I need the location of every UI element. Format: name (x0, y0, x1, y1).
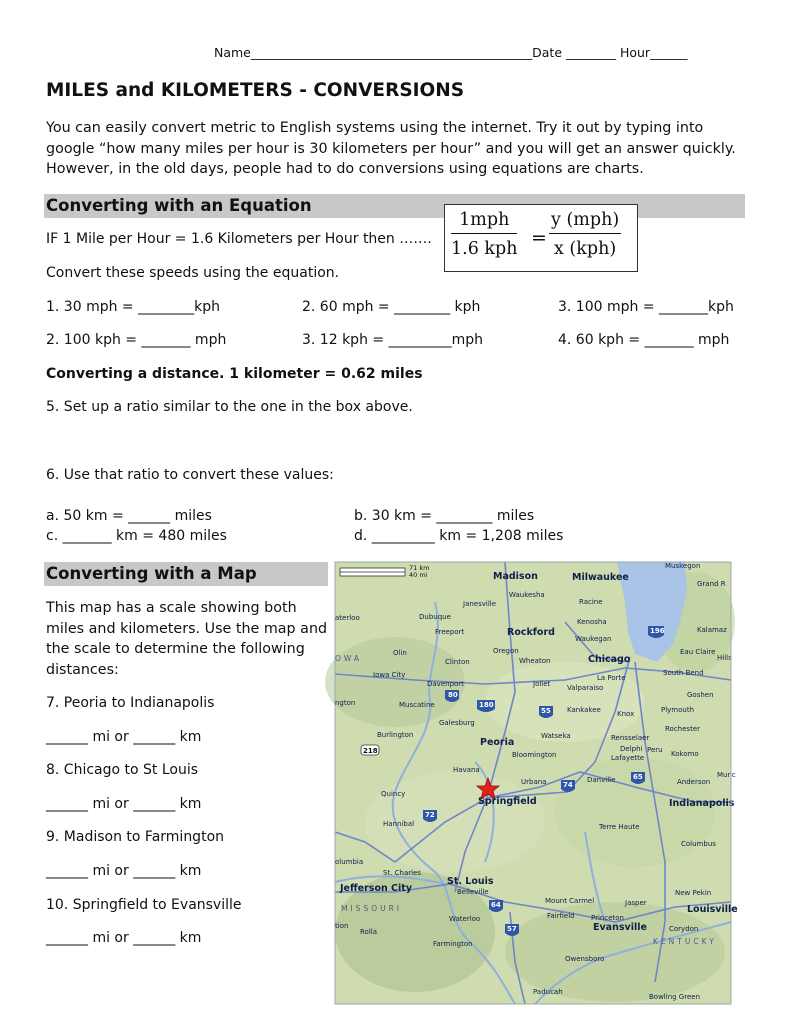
city-waukesha: Waukesha (509, 591, 545, 599)
svg-text:55: 55 (541, 707, 551, 715)
city-springfield: Springfield (478, 796, 537, 807)
shield-74 (561, 780, 575, 792)
city-la-porte: La Porte (597, 674, 626, 682)
city-chicago: Chicago (588, 654, 631, 665)
question-6: 6. Use that ratio to convert these values: (46, 467, 334, 483)
shield-65 (631, 772, 645, 784)
city-peoria: Peoria (480, 737, 515, 748)
answer-8[interactable]: ______ mi or ______ km (46, 796, 202, 812)
city-bloomington: Bloomington (512, 751, 557, 759)
svg-text:64: 64 (491, 901, 501, 909)
city-grand-rapids: Grand R (697, 580, 726, 588)
scale-km: 71 km (409, 564, 430, 572)
city-milwaukee: Milwaukee (572, 572, 629, 583)
city-waterloo-iowa: aterloo (335, 614, 360, 622)
city-watseka: Watseka (541, 732, 571, 740)
shield-80 (445, 690, 459, 702)
name-date-hour-line[interactable]: Name_____________________________________________Date ________ Hour______ (214, 45, 688, 60)
city-partial-west: tion (335, 922, 349, 930)
city-freeport: Freeport (435, 628, 465, 636)
city-belleville: Belleville (457, 888, 489, 896)
shield-55 (539, 706, 553, 718)
city-muscatine: Muscatine (399, 701, 435, 709)
city-st-charles: St. Charles (383, 869, 422, 877)
city-racine: Racine (579, 598, 603, 606)
shield-72 (423, 810, 437, 822)
intro-paragraph: You can easily convert metric to English systems using the internet. Try it out by typing into google “how many miles per hour is 30 kilometers per hour” and you will get an answer quickly. However, in the old days, people had to do conversions using equations are charts. (46, 120, 736, 177)
city-waterloo: Waterloo (449, 915, 481, 923)
speed-question-row1-col2[interactable]: 2. 60 mph = ________ kph (302, 299, 481, 315)
state-missouri: MISSOURI (341, 904, 403, 913)
question-6b[interactable]: b. 30 km = ________ miles (354, 508, 535, 524)
question-6d[interactable]: d. _________ km = 1,208 miles (354, 528, 564, 544)
city-kenosha: Kenosha (577, 618, 607, 626)
shield-64 (489, 900, 503, 912)
city-corydon: Corydon (669, 925, 699, 933)
equation-left-denominator: 1.6 kph (451, 239, 518, 259)
city-knox: Knox (617, 710, 635, 718)
state-kentucky: KENTUCKY (653, 937, 717, 946)
svg-text:74: 74 (563, 781, 573, 789)
equation-equals: = (531, 227, 547, 249)
city-louisville: Louisville (687, 904, 738, 915)
city-rochester: Rochester (665, 725, 700, 733)
city-muncie: Munc (717, 771, 736, 779)
city-owensboro: Owensboro (565, 955, 605, 963)
svg-text:196: 196 (650, 627, 665, 635)
city-waukegan: Waukegan (575, 635, 612, 643)
city-kankakee: Kankakee (567, 706, 601, 714)
city-columbus: Columbus (681, 840, 716, 848)
distance-heading: Converting a distance. 1 kilometer = 0.62 miles (46, 366, 423, 382)
city-wheaton: Wheaton (519, 657, 551, 665)
city-rockford: Rockford (507, 627, 555, 638)
city-bowling-green: Bowling Green (649, 993, 701, 1001)
city-jasper: Jasper (625, 899, 647, 907)
city-lexington-partial: ngton (335, 699, 356, 707)
city-plymouth: Plymouth (661, 706, 695, 714)
page-title: MILES and KILOMETERS - CONVERSIONS (46, 80, 465, 101)
city-olin: Olin (393, 649, 407, 657)
city-columbia: olumbia (335, 858, 364, 866)
question-6a[interactable]: a. 50 km = ______ miles (46, 508, 212, 524)
question-5: 5. Set up a ratio similar to the one in the box above. (46, 399, 413, 415)
question-7: 7. Peoria to Indianapolis (46, 695, 215, 711)
svg-text:72: 72 (425, 811, 435, 819)
city-paducah: Paducah (533, 988, 563, 996)
city-rensselaer: Rensselaer (611, 734, 650, 742)
city-muskegon: Muskegon (665, 562, 701, 570)
city-goshen: Goshen (687, 691, 714, 699)
svg-text:57: 57 (507, 925, 517, 933)
city-clinton: Clinton (445, 658, 470, 666)
city-jefferson-city: Jefferson City (340, 883, 413, 894)
equation-box (444, 204, 638, 272)
question-10: 10. Springfield to Evansville (46, 897, 242, 913)
city-anderson: Anderson (677, 778, 711, 786)
city-havana: Havana (453, 766, 480, 774)
city-south-bend: South Bend (663, 669, 704, 677)
city-rolla: Rolla (360, 928, 378, 936)
map-description: This map has a scale showing both miles and kilometers. Use the map and the scale to determine the following distances: (46, 600, 328, 679)
question-9: 9. Madison to Farmington (46, 829, 225, 845)
city-new-pekin: New Pekin (675, 889, 712, 897)
section-heading-map (44, 562, 328, 586)
city-mount-carmel: Mount Carmel (545, 897, 595, 905)
city-delphi: Delphi (620, 745, 643, 753)
speed-question-row1-col3[interactable]: 3. 100 mph = _______kph (558, 299, 734, 315)
equation-left-numerator: 1mph (451, 210, 517, 234)
midwest-map (335, 562, 738, 1004)
city-hannibal: Hannibal (383, 820, 415, 828)
equation-left-fraction (451, 210, 517, 259)
equation-right-fraction (549, 210, 621, 259)
city-lafayette: Lafayette (611, 754, 645, 762)
question-6c[interactable]: c. _______ km = 480 miles (46, 528, 227, 544)
city-davenport: Davenport (427, 680, 464, 688)
city-kalamazoo: Kalamaz (697, 626, 727, 634)
city-st-louis: St. Louis (447, 876, 494, 887)
speed-question-row2-col2[interactable]: 3. 12 kph = _________mph (302, 332, 483, 348)
equation-right-denominator: x (kph) (554, 239, 617, 259)
shield-180 (477, 700, 495, 712)
scale-mi: 40 mi (409, 571, 428, 579)
city-dubuque: Dubuque (419, 613, 451, 621)
state-iowa: OWA (335, 654, 363, 663)
speed-question-row2-col3[interactable]: 4. 60 kph = _______ mph (558, 332, 730, 348)
city-eau-claire: Eau Claire (680, 648, 716, 656)
city-valparaiso: Valparaiso (567, 684, 604, 692)
city-oregon: Oregon (493, 647, 519, 655)
answer-7[interactable]: ______ mi or ______ km (46, 729, 202, 745)
city-princeton: Princeton (591, 914, 624, 922)
svg-text:180: 180 (479, 701, 494, 709)
shield-57 (505, 924, 519, 936)
city-kokomo: Kokomo (671, 750, 699, 758)
city-evansville: Evansville (593, 922, 647, 933)
city-hillsdale: Hills (717, 654, 732, 662)
speed-question-row2-col1[interactable]: 2. 100 kph = _______ mph (46, 332, 227, 348)
equation-right-numerator: y (mph) (549, 210, 621, 234)
city-farmington: Farmington (433, 940, 473, 948)
svg-text:80: 80 (448, 691, 458, 699)
city-fairfield: Fairfield (547, 912, 575, 920)
city-peru: Peru (647, 746, 663, 754)
speed-question-row1-col1[interactable]: 1. 30 mph = ________kph (46, 299, 220, 315)
city-terre-haute: Terre Haute (599, 823, 640, 831)
answer-10[interactable]: ______ mi or ______ km (46, 930, 202, 946)
city-danville: Danville (587, 776, 616, 784)
section-heading-equation-label: Converting with an Equation (46, 196, 312, 215)
question-8: 8. Chicago to St Louis (46, 762, 199, 778)
city-burlington: Burlington (377, 731, 414, 739)
city-janesville: Janesville (463, 600, 497, 608)
answer-9[interactable]: ______ mi or ______ km (46, 863, 202, 879)
svg-text:65: 65 (633, 773, 643, 781)
section-heading-map-label: Converting with a Map (46, 564, 257, 583)
shield-218 (361, 745, 379, 755)
svg-text:218: 218 (363, 747, 378, 755)
city-urbana: Urbana (521, 778, 547, 786)
city-iowa-city: Iowa City (373, 671, 406, 679)
if-statement: IF 1 Mile per Hour = 1.6 Kilometers per Hour then ……. (46, 231, 432, 247)
city-quincy: Quincy (381, 790, 406, 798)
section-heading-equation (44, 194, 745, 218)
city-joliet: Joliet (533, 680, 551, 688)
city-indianapolis: Indianapolis (669, 798, 735, 809)
convert-instruction: Convert these speeds using the equation. (46, 265, 340, 281)
city-madison: Madison (493, 571, 538, 582)
city-galesburg: Galesburg (439, 719, 475, 727)
